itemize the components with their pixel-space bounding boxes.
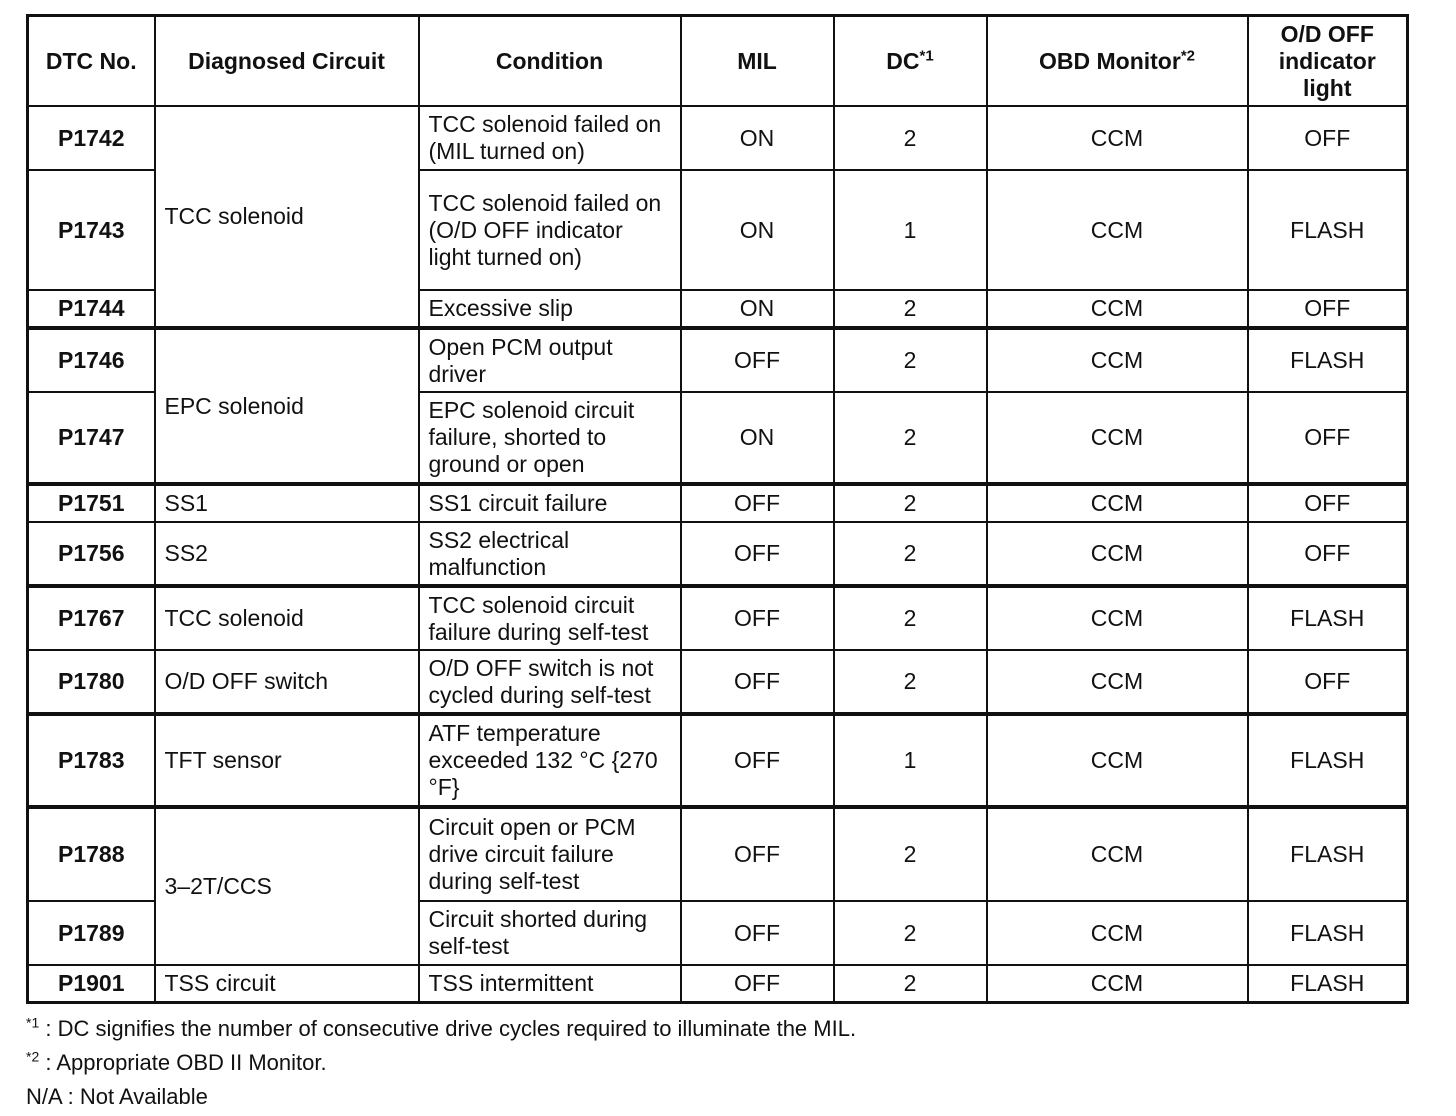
footnote-2 bbox=[26, 1046, 856, 1080]
table-row bbox=[28, 650, 1408, 714]
od-off-light-status: FLASH bbox=[1248, 807, 1408, 901]
od-off-light-status: FLASH bbox=[1248, 586, 1408, 650]
dc-value: 2 bbox=[834, 484, 987, 522]
obd-monitor: CCM bbox=[987, 901, 1248, 965]
obd-monitor: CCM bbox=[987, 807, 1248, 901]
dc-value: 1 bbox=[834, 714, 987, 807]
footnote-mark-1: *1 bbox=[919, 46, 934, 64]
header-diagnosed-circuit: Diagnosed Circuit bbox=[155, 16, 419, 107]
od-off-light-status: FLASH bbox=[1248, 714, 1408, 807]
od-off-light-status: FLASH bbox=[1248, 170, 1408, 290]
header-dc bbox=[834, 16, 987, 107]
dtc-table bbox=[26, 14, 1409, 1004]
footnote-1-text: : DC signifies the number of consecutive drive cycles required to illuminate the MIL. bbox=[45, 1016, 857, 1041]
obd-monitor: CCM bbox=[987, 484, 1248, 522]
diagnosed-circuit: TSS circuit bbox=[155, 965, 419, 1003]
mil-status: OFF bbox=[681, 714, 834, 807]
dtc-code: P1746 bbox=[28, 328, 155, 392]
od-off-light-status: OFF bbox=[1248, 650, 1408, 714]
header-od-off-indicator-light: O/D OFF indicator light bbox=[1248, 16, 1408, 107]
dtc-code: P1780 bbox=[28, 650, 155, 714]
od-off-light-status: OFF bbox=[1248, 522, 1408, 586]
mil-status: ON bbox=[681, 170, 834, 290]
footnote-na bbox=[26, 1080, 856, 1114]
header-dc-label: DC bbox=[886, 47, 920, 74]
table-row bbox=[28, 714, 1408, 807]
dtc-code: P1783 bbox=[28, 714, 155, 807]
mil-status: OFF bbox=[681, 901, 834, 965]
mil-status: OFF bbox=[681, 328, 834, 392]
od-off-light-status: FLASH bbox=[1248, 328, 1408, 392]
condition: TCC solenoid failed on (O/D OFF indicator light turned on) bbox=[419, 170, 681, 290]
obd-monitor: CCM bbox=[987, 290, 1248, 328]
dc-value: 2 bbox=[834, 290, 987, 328]
dc-value: 2 bbox=[834, 807, 987, 901]
diagnosed-circuit: TFT sensor bbox=[155, 714, 419, 807]
dc-value: 2 bbox=[834, 392, 987, 484]
mil-status: OFF bbox=[681, 522, 834, 586]
condition: O/D OFF switch is not cycled during self-test bbox=[419, 650, 681, 714]
od-off-light-status: OFF bbox=[1248, 392, 1408, 484]
diagnosed-circuit: SS1 bbox=[155, 484, 419, 522]
table-row bbox=[28, 522, 1408, 586]
condition: TCC solenoid circuit failure during self-test bbox=[419, 586, 681, 650]
condition: Circuit open or PCM drive circuit failure during self-test bbox=[419, 807, 681, 901]
table-row bbox=[28, 106, 1408, 170]
dtc-code: P1747 bbox=[28, 392, 155, 484]
dc-value: 2 bbox=[834, 650, 987, 714]
obd-monitor: CCM bbox=[987, 170, 1248, 290]
footnote-na-mark: N/A bbox=[26, 1084, 62, 1109]
mil-status: OFF bbox=[681, 484, 834, 522]
table-row bbox=[28, 586, 1408, 650]
header-obd-monitor-label: OBD Monitor bbox=[1039, 47, 1181, 74]
footnotes bbox=[26, 1012, 856, 1114]
condition: EPC solenoid circuit failure, shorted to ground or open bbox=[419, 392, 681, 484]
dtc-code: P1742 bbox=[28, 106, 155, 170]
header-mil: MIL bbox=[681, 16, 834, 107]
mil-status: ON bbox=[681, 392, 834, 484]
condition: Excessive slip bbox=[419, 290, 681, 328]
od-off-light-status: FLASH bbox=[1248, 965, 1408, 1003]
dtc-code: P1789 bbox=[28, 901, 155, 965]
dtc-code: P1901 bbox=[28, 965, 155, 1003]
footnote-2-mark: *2 bbox=[26, 1048, 40, 1065]
footnote-1-mark: *1 bbox=[26, 1014, 40, 1031]
mil-status: OFF bbox=[681, 965, 834, 1003]
od-off-light-status: FLASH bbox=[1248, 901, 1408, 965]
diagnosed-circuit: TCC solenoid bbox=[155, 586, 419, 650]
dc-value: 2 bbox=[834, 522, 987, 586]
mil-status: ON bbox=[681, 290, 834, 328]
dc-value: 2 bbox=[834, 586, 987, 650]
condition: Circuit shorted during self-test bbox=[419, 901, 681, 965]
diagnosed-circuit: 3–2T/CCS bbox=[155, 807, 419, 965]
mil-status: ON bbox=[681, 106, 834, 170]
dc-value: 2 bbox=[834, 106, 987, 170]
mil-status: OFF bbox=[681, 807, 834, 901]
obd-monitor: CCM bbox=[987, 586, 1248, 650]
dtc-code: P1788 bbox=[28, 807, 155, 901]
diagnosed-circuit: EPC solenoid bbox=[155, 328, 419, 484]
table-row bbox=[28, 484, 1408, 522]
condition: ATF temperature exceeded 132 °C {270 °F} bbox=[419, 714, 681, 807]
footnote-na-text: : Not Available bbox=[67, 1084, 208, 1109]
diagnosed-circuit: O/D OFF switch bbox=[155, 650, 419, 714]
footnote-1 bbox=[26, 1012, 856, 1046]
obd-monitor: CCM bbox=[987, 650, 1248, 714]
obd-monitor: CCM bbox=[987, 328, 1248, 392]
obd-monitor: CCM bbox=[987, 522, 1248, 586]
condition: Open PCM output driver bbox=[419, 328, 681, 392]
mil-status: OFF bbox=[681, 650, 834, 714]
header-row bbox=[28, 16, 1408, 107]
footnote-2-text: : Appropriate OBD II Monitor. bbox=[45, 1050, 327, 1075]
dtc-code: P1751 bbox=[28, 484, 155, 522]
header-dtc-no: DTC No. bbox=[28, 16, 155, 107]
condition: TCC solenoid failed on (MIL turned on) bbox=[419, 106, 681, 170]
dtc-code: P1756 bbox=[28, 522, 155, 586]
dc-value: 2 bbox=[834, 328, 987, 392]
dtc-code: P1743 bbox=[28, 170, 155, 290]
condition: TSS intermittent bbox=[419, 965, 681, 1003]
header-obd-monitor bbox=[987, 16, 1248, 107]
dtc-code: P1767 bbox=[28, 586, 155, 650]
dc-value: 2 bbox=[834, 965, 987, 1003]
diagnosed-circuit: TCC solenoid bbox=[155, 106, 419, 328]
table-row bbox=[28, 807, 1408, 901]
footnote-mark-2: *2 bbox=[1180, 46, 1195, 64]
od-off-light-status: OFF bbox=[1248, 290, 1408, 328]
od-off-light-status: OFF bbox=[1248, 106, 1408, 170]
obd-monitor: CCM bbox=[987, 965, 1248, 1003]
dc-value: 2 bbox=[834, 901, 987, 965]
mil-status: OFF bbox=[681, 586, 834, 650]
header-condition: Condition bbox=[419, 16, 681, 107]
od-off-light-status: OFF bbox=[1248, 484, 1408, 522]
diagnosed-circuit: SS2 bbox=[155, 522, 419, 586]
table-row bbox=[28, 328, 1408, 392]
condition: SS1 circuit failure bbox=[419, 484, 681, 522]
table-row bbox=[28, 965, 1408, 1003]
dc-value: 1 bbox=[834, 170, 987, 290]
condition: SS2 electrical malfunction bbox=[419, 522, 681, 586]
obd-monitor: CCM bbox=[987, 714, 1248, 807]
obd-monitor: CCM bbox=[987, 392, 1248, 484]
dtc-code: P1744 bbox=[28, 290, 155, 328]
obd-monitor: CCM bbox=[987, 106, 1248, 170]
